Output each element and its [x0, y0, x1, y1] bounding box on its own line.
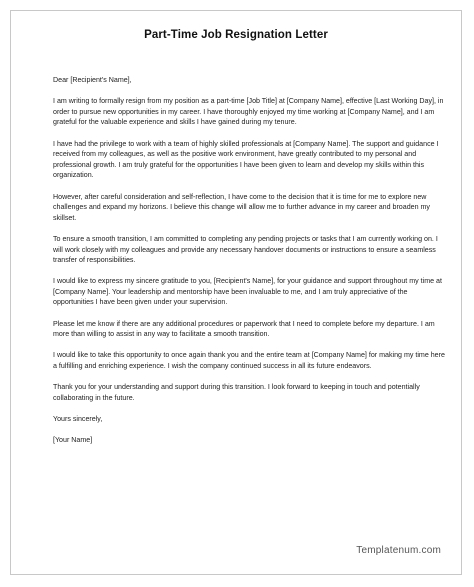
closing: Yours sincerely, — [53, 415, 103, 423]
letter-body — [53, 75, 448, 456]
paragraph-decision: However, after careful consideration and self-reflection, I have come to the decision that it is time for me to explore new challenges and expand my horizons. I believe this change will allow me to further advance in my career and broaden my skillset. — [53, 192, 430, 222]
paragraph-thanks-team: I would like to take this opportunity to once again thank you and the entire team at [Company Name] for making my time here a fulfilling and enriching experience. I wish the company continued success in all its future endeavors. — [53, 351, 445, 371]
signature: [Your Name] — [53, 436, 93, 445]
paragraph-closing-remarks: Thank you for your understanding and support during this transition. I look forward to keeping in touch and potentially collaborating in the future. — [53, 383, 420, 402]
letter-title: Part-Time Job Resignation Letter — [144, 29, 328, 41]
letter-page — [10, 10, 462, 575]
paragraph-resignation: I am writing to formally resign from my position as a part-time [Job Title] at [Company Name], effective [Last Working Day], in order to pursue new opportunities in my career. I have thoroughly enjoyed my time working at [Company Name], and I am grateful for the valuable experience and skills I have gained during my tenure. — [53, 97, 444, 127]
salutation: Dear [Recipient's Name], — [53, 76, 132, 84]
paragraph-team: I have had the privilege to work with a team of highly skilled professionals at [Company Name]. The support and guidance I received from my colleagues, as well as the positive work environment, have greatly contributed to my personal and professional growth. I am truly grateful for the opportunities I have been given to learn and develop my skills within this organization. — [53, 139, 439, 180]
watermark: Templatenum.com — [356, 545, 441, 556]
paragraph-transition: To ensure a smooth transition, I am committed to completing any pending projects or tasks that I am currently working on. I will work closely with my colleagues and provide any necessary handover documents or instructions to ensure a seamless transfer of responsibilities. — [53, 234, 438, 265]
paragraph-gratitude: I would like to express my sincere gratitude to you, [Recipient's Name], for your guidance and support throughout my time at [Company Name]. Your leadership and mentorship have been invaluable to me, and I am truly appreciative of the opportunities I have been given under your supervision. — [53, 277, 442, 307]
paragraph-procedures: Please let me know if there are any additional procedures or paperwork that I need to complete before my departure. I am more than willing to assist in any way to facilitate a smooth transition. — [53, 319, 435, 339]
